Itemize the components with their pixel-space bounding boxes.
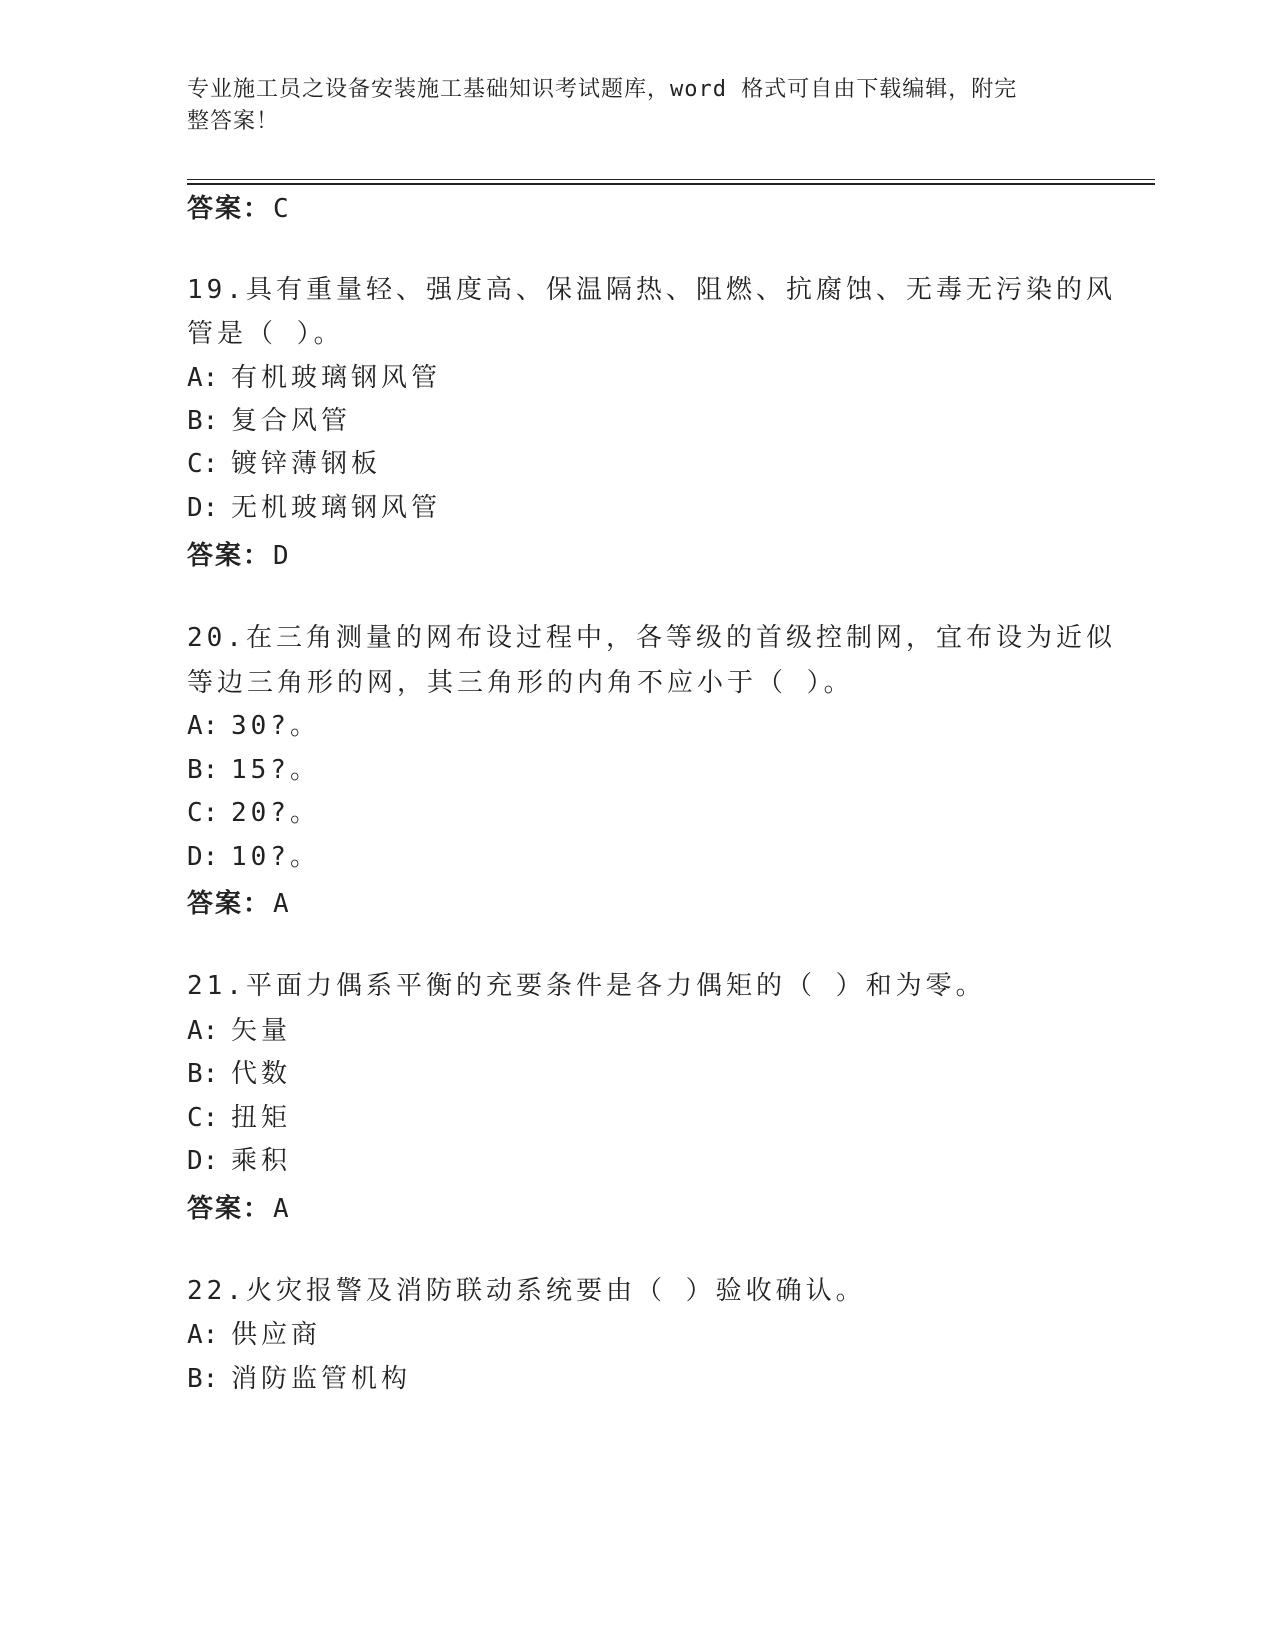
- option-c: [187, 441, 381, 487]
- option-a: [187, 1312, 321, 1358]
- option-key: C:: [187, 798, 219, 828]
- option-c: [187, 790, 320, 836]
- option-b: [187, 1051, 291, 1097]
- option-text: 乘积: [231, 1146, 292, 1176]
- option-d: [187, 1138, 291, 1184]
- answer-value: A: [273, 1194, 291, 1224]
- question-number: 22.: [187, 1276, 246, 1306]
- option-text: 复合风管: [231, 406, 352, 436]
- question-text: [187, 267, 1116, 313]
- question-stem: 在三角测量的网布设过程中，各等级的首级控制网，宜布设为近似: [245, 623, 1116, 653]
- option-a: [187, 355, 441, 401]
- question-number: 19.: [187, 275, 246, 305]
- option-b: [187, 1356, 411, 1402]
- option-text: 代数: [231, 1059, 292, 1089]
- question-text-continued: 等边三角形的网，其三角形的内角不应小于（ ）。: [187, 668, 854, 698]
- answer-line: [187, 881, 291, 927]
- option-text: 30?。: [231, 711, 320, 741]
- answer-line: [187, 186, 291, 232]
- document-header: [187, 74, 1067, 138]
- option-c: [187, 1095, 291, 1141]
- question-stem: 具有重量轻、强度高、保温隔热、阻燃、抗腐蚀、无毒无污染的风: [245, 275, 1116, 305]
- option-text: 扭矩: [231, 1103, 292, 1133]
- option-key: D:: [187, 842, 219, 872]
- option-text: 镀锌薄钢板: [231, 449, 382, 479]
- option-text: 矢量: [231, 1016, 292, 1046]
- option-key: A:: [187, 711, 219, 741]
- answer-value: A: [273, 889, 291, 919]
- header-line-2: 整答案！: [187, 109, 280, 134]
- option-key: B:: [187, 1059, 219, 1089]
- option-key: A:: [187, 1320, 219, 1350]
- option-text: 15?。: [231, 755, 320, 785]
- option-b: [187, 398, 351, 444]
- question-text: [187, 963, 986, 1009]
- option-key: C:: [187, 1103, 219, 1133]
- question-text-continued: 管是（ ）。: [187, 319, 344, 349]
- answer-label: 答案：: [187, 541, 272, 571]
- question-number: 20.: [187, 623, 246, 653]
- answer-label: 答案：: [187, 194, 272, 224]
- answer-label: 答案：: [187, 1194, 272, 1224]
- option-text: 消防监管机构: [231, 1364, 412, 1394]
- answer-line: [187, 1186, 291, 1232]
- option-text: 无机玻璃钢风管: [231, 493, 442, 523]
- option-key: C:: [187, 449, 219, 479]
- option-key: B:: [187, 1364, 219, 1394]
- option-key: A:: [187, 363, 219, 393]
- option-d: [187, 834, 320, 880]
- question-text: [187, 615, 1116, 661]
- option-d: [187, 485, 441, 531]
- option-key: A:: [187, 1016, 219, 1046]
- header-divider-thin: [187, 179, 1155, 180]
- header-divider-thick: [187, 183, 1155, 185]
- question-stem: 火灾报警及消防联动系统要由（ ）验收确认。: [245, 1276, 866, 1306]
- option-b: [187, 747, 320, 793]
- option-text: 供应商: [231, 1320, 322, 1350]
- question-number: 21.: [187, 971, 246, 1001]
- option-text: 20?。: [231, 798, 320, 828]
- answer-line: [187, 533, 291, 579]
- option-key: B:: [187, 406, 219, 436]
- option-key: D:: [187, 1146, 219, 1176]
- question-text: [187, 1268, 866, 1314]
- header-line-1: 专业施工员之设备安装施工基础知识考试题库，word 格式可自由下载编辑，附完: [187, 77, 1018, 102]
- answer-value: D: [273, 541, 291, 571]
- option-key: B:: [187, 755, 219, 785]
- option-a: [187, 1008, 291, 1054]
- answer-value: C: [273, 194, 291, 224]
- question-stem: 平面力偶系平衡的充要条件是各力偶矩的（ ）和为零。: [245, 971, 986, 1001]
- option-a: [187, 703, 320, 749]
- option-text: 有机玻璃钢风管: [231, 363, 442, 393]
- answer-label: 答案：: [187, 889, 272, 919]
- option-key: D:: [187, 493, 219, 523]
- option-text: 10?。: [231, 842, 320, 872]
